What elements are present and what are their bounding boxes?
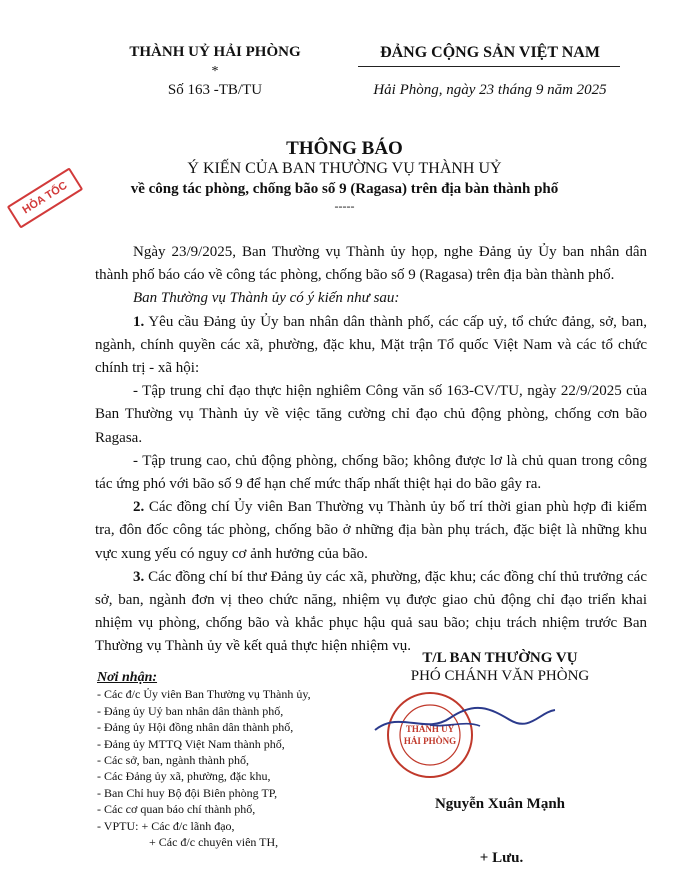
item-number: 2. [133, 499, 145, 516]
doc-subtitle: Ý KIẾN CỦA BAN THƯỜNG VỤ THÀNH UỶ [187, 160, 502, 177]
issue-date: Hải Phòng, ngày 23 tháng 9 năm 2025 [373, 82, 607, 98]
paragraph-intro: Ngày 23/9/2025, Ban Thường vụ Thành ủy họp, nghe Đảng ủy Ủy ban nhân dân thành phố báo cáo về công tác phòng, chống bão số 9 (Ragasa) trên địa bàn thành phố. [95, 244, 647, 284]
recipient-item: - Các Đảng ủy xã, phường, đặc khu, [97, 769, 271, 784]
svg-text:THÀNH UỶ: THÀNH UỶ [405, 724, 455, 734]
recipient-item: - Các đ/c Ủy viên Ban Thường vụ Thành ủy, [97, 687, 311, 702]
party-name: ĐẢNG CỘNG SẢN VIỆT NAM [380, 44, 600, 61]
recipients-heading: Nơi nhận: [97, 670, 158, 685]
document-number: Số 163 -TB/TU [167, 82, 263, 98]
recipient-item: - Đảng ủy Uỷ ban nhân dân thành phố, [97, 703, 284, 718]
signer-authority: T/L BAN THƯỜNG VỤ [422, 650, 578, 666]
recipient-subitem: + Các đ/c chuyên viên TH, [149, 835, 279, 850]
recipient-item: - Ban Chỉ huy Bộ đội Biên phòng TP, [97, 785, 278, 800]
recipient-item: - Các cơ quan báo chí thành phố, [97, 802, 256, 817]
paragraph-item-2 [95, 496, 647, 566]
recipient-item: - Các sở, ban, ngành thành phố, [97, 753, 249, 768]
paragraph-item-1 [95, 311, 647, 381]
recipient-item: - Đảng ủy MTTQ Việt Nam thành phố, [97, 736, 285, 751]
item-text: Các đồng chí Ủy viên Ban Thường vụ Thành ủy bố trí thời gian phù hợp đi kiểm tra, đôn đốc công tác phòng, chống bão ở những địa bàn phụ trách, đặc biệt là những khu vực xung yếu có nguy cơ ảnh hưởng của bão. [95, 499, 648, 562]
item-text: Các đồng chí bí thư Đảng ủy các xã, phường, đặc khu; các đồng chí thủ trưởng các sở, ban, ngành đơn vị theo chức năng, nhiệm vụ được giao chủ động chỉ đạo triển khai nhiệm vụ phòng, chống bão và khắc phục hậu quả sau bão; chịu trách nhiệm trước Ban Thường vụ Thành ủy về kết quả thực hiện nhiệm vụ. [95, 568, 647, 655]
recipient-item: - VPTU: + Các đ/c lãnh đạo, [97, 818, 235, 833]
doc-title: THÔNG BÁO [286, 138, 403, 159]
issuing-org: THÀNH UỶ HẢI PHÒNG [129, 44, 301, 60]
title-divider: ----- [334, 199, 355, 213]
paragraph-item-3 [95, 566, 647, 659]
svg-text:HẢI PHÒNG: HẢI PHÒNG [403, 736, 457, 746]
doc-body [95, 241, 647, 659]
recipient-subitem: + Lưu. [479, 850, 524, 867]
item-text: Yêu cầu Đảng ủy Ủy ban nhân dân thành phố, các cấp uỷ, tổ chức đảng, sở, ban, ngành, chính quyền các xã, phường, đặc khu, Mặt trận Tổ quốc Việt Nam và các tổ chức chính trị - xã hội: [95, 313, 647, 377]
header-underline [358, 66, 620, 67]
handwritten-signature [370, 700, 560, 740]
paragraph-opinion: Ban Thường vụ Thành ủy có ý kiến như sau: [133, 290, 400, 307]
recipient-item: - Đảng ủy Hội đồng nhân dân thành phố, [97, 720, 294, 735]
signer-name: Nguyễn Xuân Mạnh [434, 796, 566, 812]
paragraph-bullet-2: - Tập trung cao, chủ động phòng, chống bão; không được lơ là chủ quan trong công tác ứng phó với bão số 9 để hạn chế mức thấp nhất thiệt hại do bão gây ra. [95, 452, 647, 493]
item-number: 3. [133, 568, 145, 585]
signer-role: PHÓ CHÁNH VĂN PHÒNG [410, 668, 590, 684]
paragraph-bullet-1: - Tập trung chỉ đạo thực hiện nghiêm Công văn số 163-CV/TU, ngày 22/9/2025 của Ban Thường vụ Thành ủy về việc tăng cường chỉ đạo chủ động phòng, chống cơn bão Ragasa. [95, 383, 647, 446]
urgent-stamp: HỎA TỐC [7, 167, 84, 228]
header-star: * [211, 64, 219, 79]
doc-subject: về công tác phòng, chống bão số 9 (Ragasa) trên địa bàn thành phố [130, 181, 559, 197]
item-number: 1. [133, 313, 145, 330]
